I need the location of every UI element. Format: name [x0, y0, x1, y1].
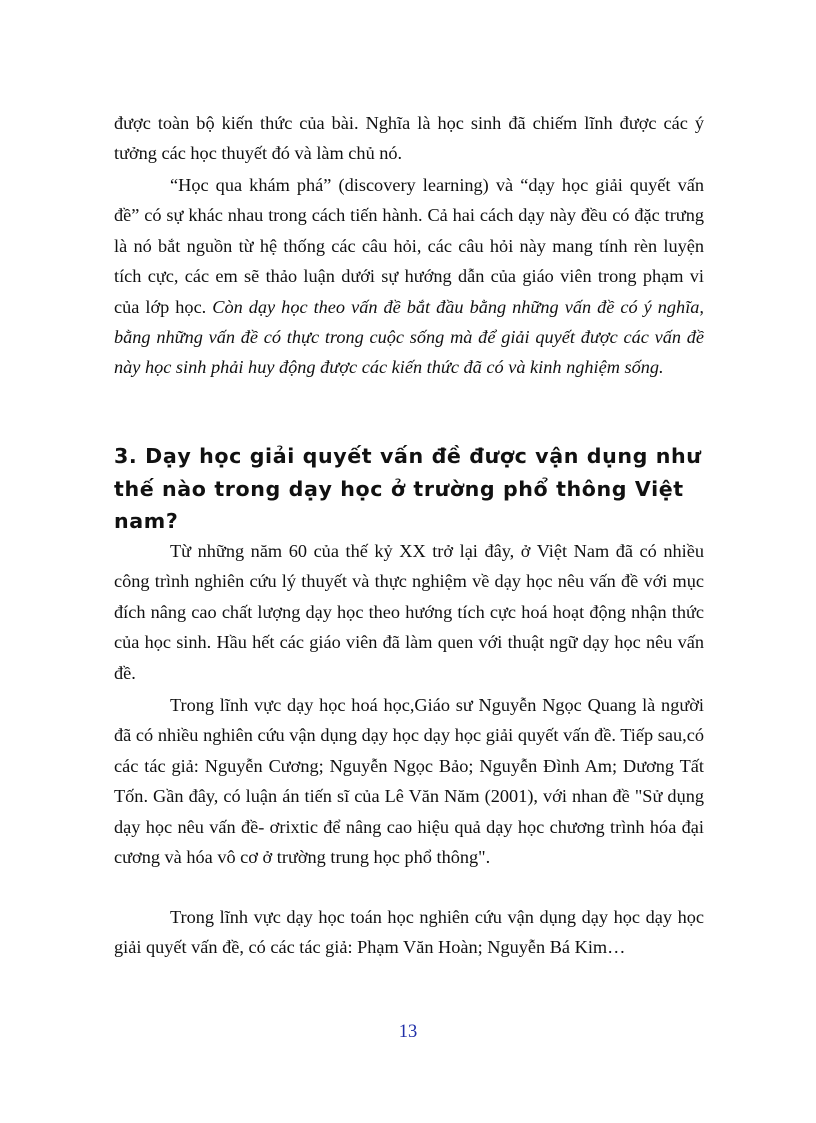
section-heading: 3. Dạy học giải quyết vấn đề được vận dụng như thế nào trong dạy học ở trường phổ thông Việt nam?	[114, 444, 702, 533]
paragraph-3	[114, 536, 704, 688]
paragraph-5-text: Trong lĩnh vực dạy học toán học nghiên cứu vận dụng dạy học dạy học giải quyết vấn đề, có các tác giả: Phạm Văn Hoàn; Nguyễn Bá Kim…	[114, 907, 704, 958]
paragraph-4-text: Trong lĩnh vực dạy học hoá học,Giáo sư Nguyễn Ngọc Quang là người đã có nhiều nghiên cứu vận dụng dạy học dạy học giải quyết vấn đề. Tiếp sau,có các tác giả: Nguyễn Cương; Nguyễn Ngọc Bảo; Nguyễn Đình Am; Dương Tất Tốn. Gần đây, có luận án tiến sĩ của Lê Văn Năm (2001), với nhan đề "Sử dụng dạy học nêu vấn đề- ơrixtic để nâng cao hiệu quả dạy học chương trình hóa đại cương và hóa vô cơ ở trường trung học phổ thông".	[114, 695, 704, 868]
paragraph-3-text: Từ những năm 60 của thế kỷ XX trở lại đây, ở Việt Nam đã có nhiều công trình nghiên cứu lý thuyết và thực nghiệm về dạy học nêu vấn đề với mục đích nâng cao chất lượng dạy học theo hướng tích cực hoá hoạt động nhận thức của học sinh. Hầu hết các giáo viên đã làm quen với thuật ngữ dạy học nêu vấn đề.	[114, 541, 704, 683]
paragraph-2-text: “Học qua khám phá” (discovery learning) và “dạy học giải quyết vấn đề” có sự khác nhau trong cách tiến hành. Cả hai cách dạy này đều có đặc trưng là nó bắt nguồn từ hệ thống các câu hỏi, các câu hỏi này mang tính rèn luyện tích cực, các em sẽ thảo luận dưới sự hướng dẫn của giáo viên trong phạm vi của lớp học.	[114, 175, 704, 317]
paragraph-1-text: được toàn bộ kiến thức của bài. Nghĩa là học sinh đã chiếm lĩnh được các ý tưởng các học thuyết đó và làm chủ nó.	[114, 113, 704, 164]
page-number: 13	[398, 1022, 418, 1042]
paragraph-1	[114, 108, 704, 169]
paragraph-4	[114, 690, 704, 872]
paragraph-2-italic-text: Còn dạy học theo vấn đề bắt đầu bằng những vấn đề có ý nghĩa, bằng những vấn đề có thực trong cuộc sống mà để giải quyết được các vấn đề này học sinh phải huy động được các kiến thức đã có và kinh nghiệm sống.	[114, 296, 704, 378]
paragraph-5	[114, 902, 704, 963]
paragraph-2	[114, 170, 704, 383]
